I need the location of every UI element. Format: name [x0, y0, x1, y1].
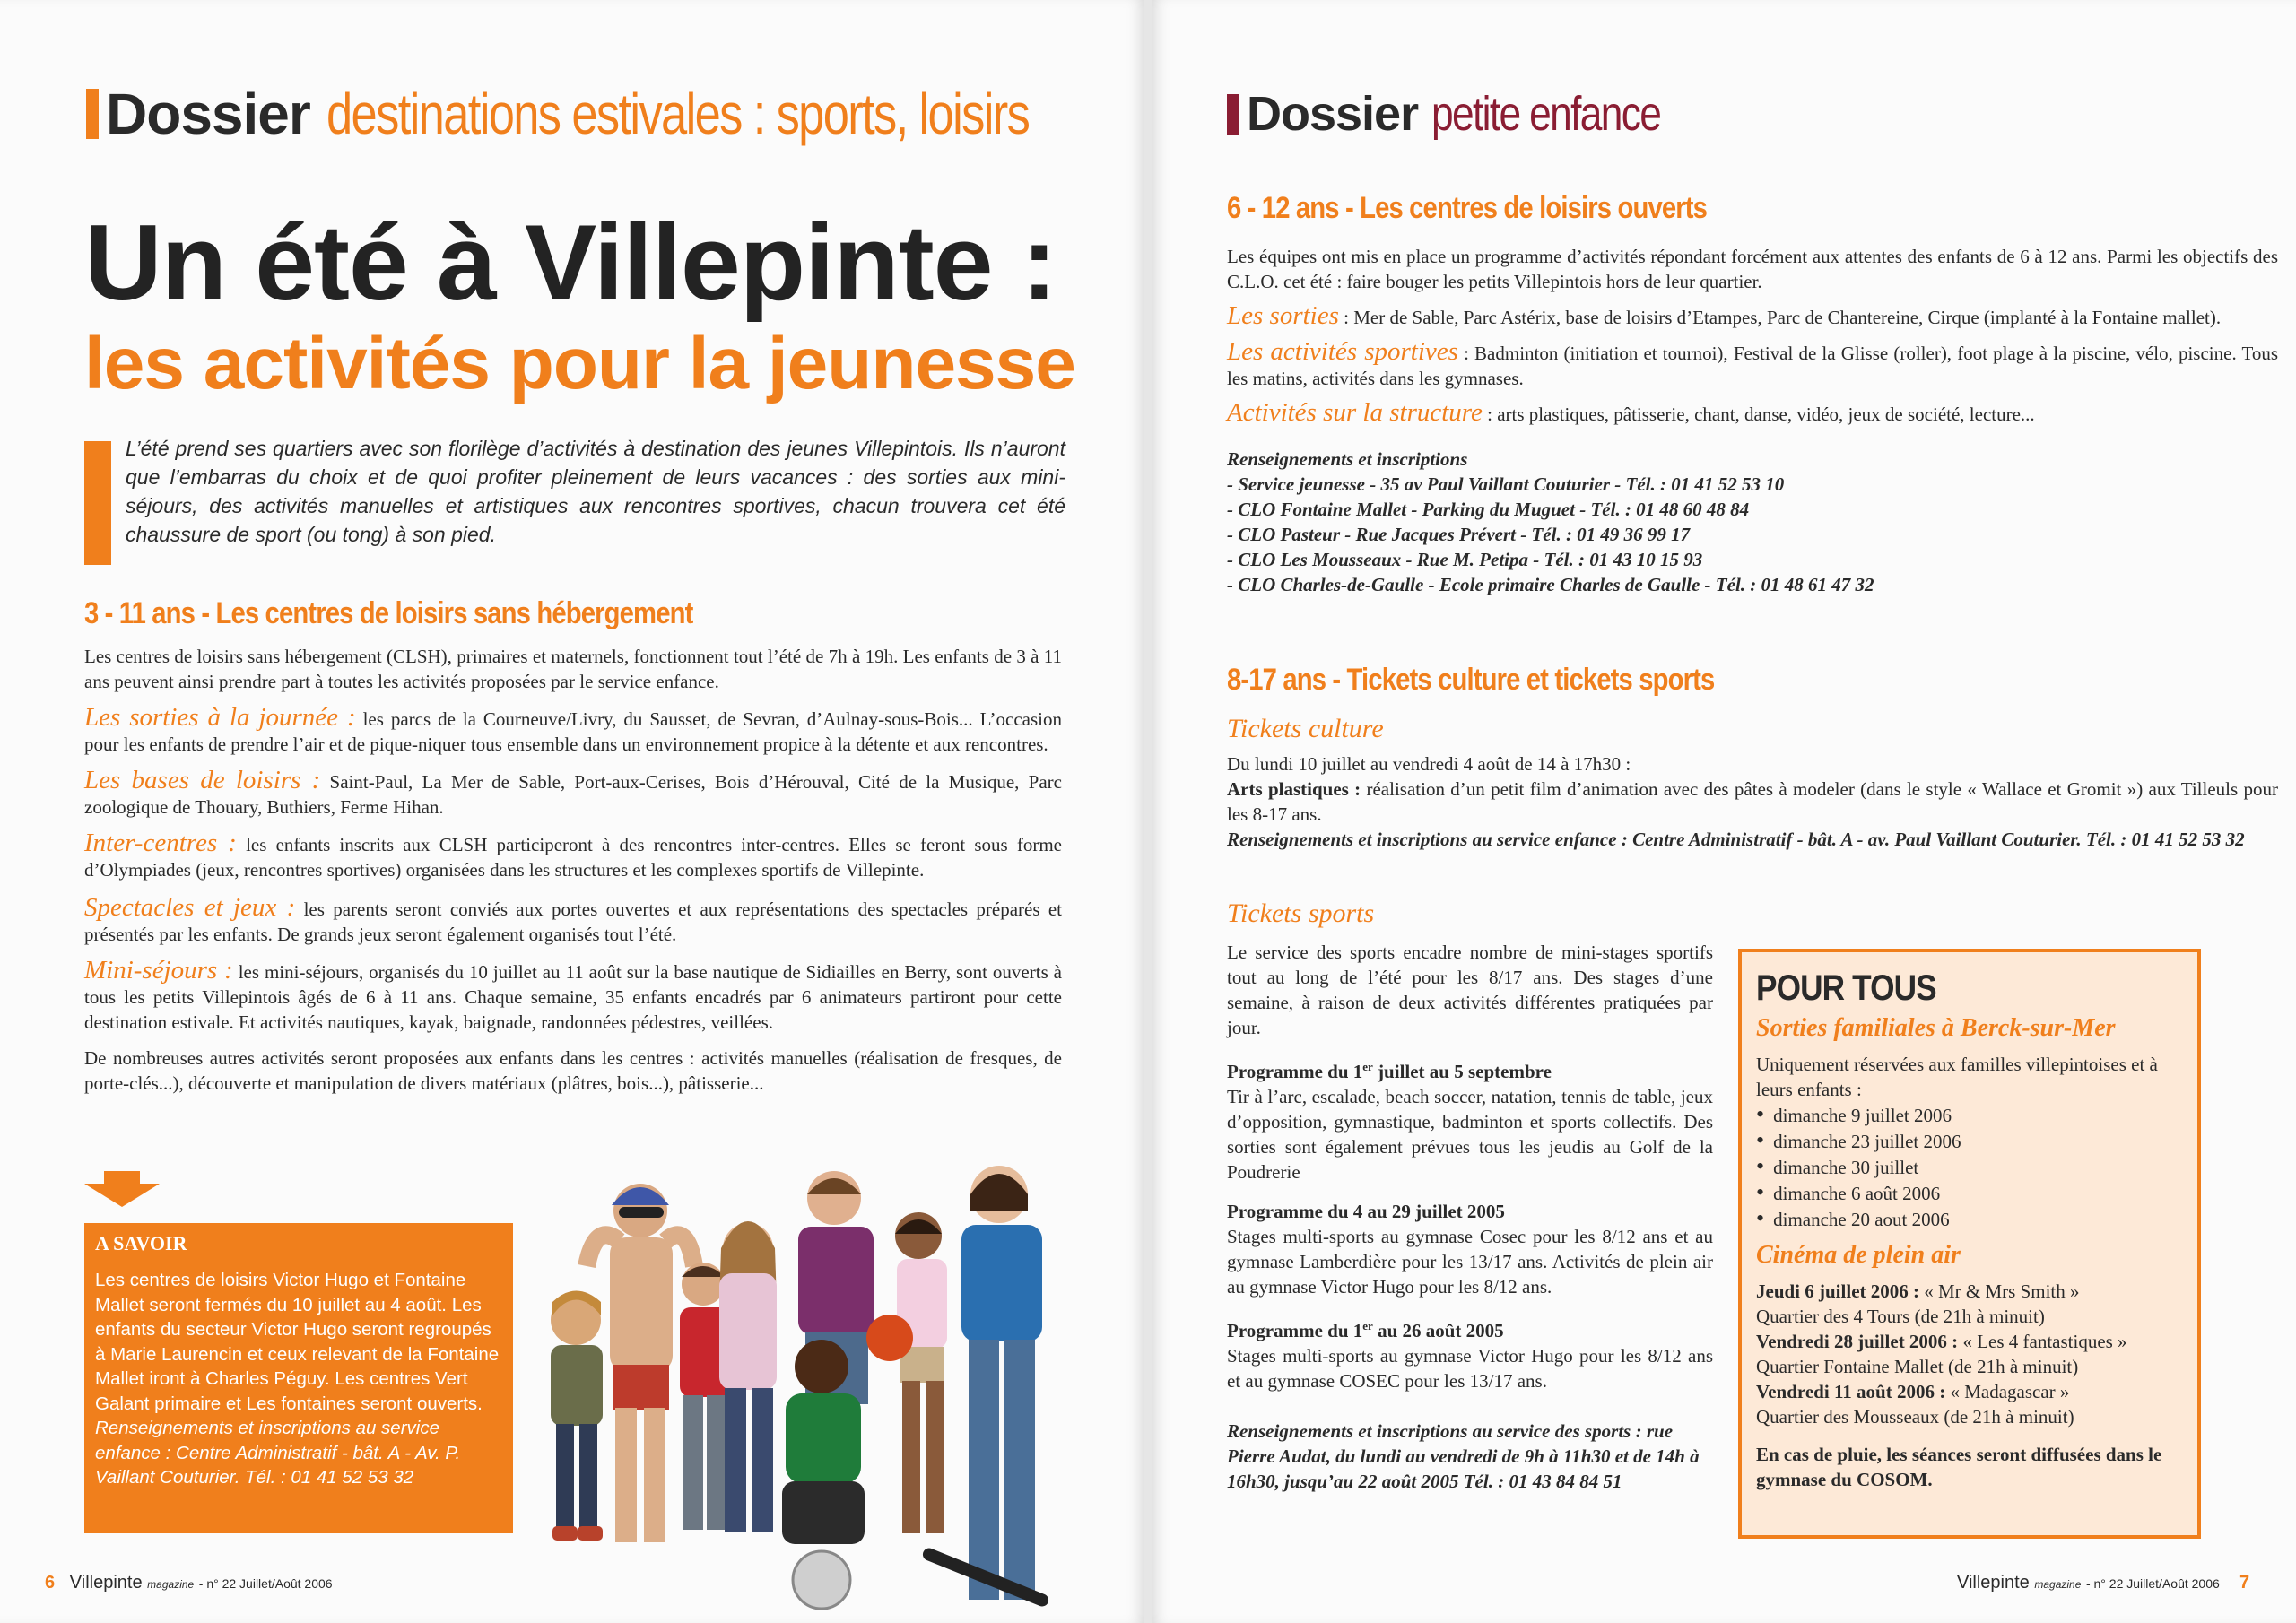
- right-section-header: [1227, 82, 1710, 145]
- prog1-title-a: Programme du 1: [1227, 1061, 1363, 1082]
- page-number: 7: [2239, 1573, 2250, 1593]
- prog3-title-b: au 26 août 2005: [1372, 1320, 1504, 1341]
- right-page: [1152, 0, 2296, 1623]
- item-text: les parents seront conviés aux portes ouvertes et aux représentations des spectacles préparés et présentés par les enfants. De grands jeux seront également organisés tout l’été.: [84, 898, 1062, 945]
- film-place: Quartier des 4 Tours (de 21h à minuit): [1756, 1306, 2045, 1327]
- header-dossier: Dossier: [1247, 87, 1419, 141]
- clsh-paragraph: Les centres de loisirs sans hébergement (CLSH), primaires et maternels, fonctionnent tout l’été de 7h à 19h. Les enfants de 3 à 11 ans peuvent ainsi prendre part à toutes les activités proposées par le service enfance.: [84, 646, 1062, 692]
- pour-tous-box: [1738, 949, 2201, 1539]
- magazine-label: magazine: [2034, 1578, 2082, 1591]
- item-inter-centres: [84, 830, 1062, 882]
- item-lead: Les activités sportives: [1227, 337, 1458, 366]
- item-bases-loisirs: [84, 768, 1062, 820]
- prog3-title-a: Programme du 1: [1227, 1320, 1363, 1341]
- left-body: [84, 644, 1062, 1096]
- magazine-name: Villepinte: [1957, 1573, 2030, 1593]
- item-sorties-journee: [84, 705, 1062, 757]
- item-lead: Mini-séjours :: [84, 956, 233, 985]
- section-title-8-17: 8-17 ans - Tickets culture et tickets sports: [1227, 663, 1715, 697]
- left-page: [0, 0, 1144, 1623]
- child-7-girl: [866, 1212, 947, 1533]
- page-number: 6: [45, 1573, 56, 1593]
- left-section-header: [86, 82, 1183, 145]
- film-title: « Les 4 fantastiques »: [1958, 1331, 2127, 1352]
- tickets-sports: [1227, 940, 1713, 1494]
- tickets-culture-title: Tickets culture: [1227, 714, 1384, 743]
- tickets-culture: [1227, 714, 2278, 852]
- film-3: [1756, 1379, 2185, 1404]
- item-lead: Spectacles et jeux :: [84, 893, 296, 922]
- item-lead: Les sorties: [1227, 301, 1339, 330]
- item-text: Saint-Paul, La Mer de Sable, Port-aux-Cerises, Bois d’Hérouval, Cité de la Musique, Parc zoologique de Thouary, Buthiers, Ferme Hihan.: [84, 771, 1062, 818]
- sports-intro: Le service des sports encadre nombre de mini-stages sportifs tout au long de l’été pour les 8/17 ans. Des stages d’une semaine, à raison de deux activités différentes pratiquées par jour.: [1227, 942, 1713, 1038]
- contact-line: - CLO Fontaine Mallet - Parking du Muguet - Tél. : 01 48 60 48 84: [1227, 499, 1750, 520]
- prog1-text: Tir à l’arc, escalade, beach soccer, natation, tennis de table, jeux d’opposition, gymnastique, badminton et sports collectifs. Des sorties sont également prévues tous les jeudis au Golf de la Poudrerie: [1227, 1086, 1713, 1183]
- clo-paragraph: Les équipes ont mis en place un programme d’activités répondant forcément aux attentes des enfants de 6 à 12 ans. Parmi les objectifs des C.L.O. cet été : faire bouger les petits Villepintois hors de leur quartier.: [1227, 246, 2278, 292]
- prog2-text: Stages multi-sports au gymnase Cosec pour les 8/12 ans et au gymnase Lamberdière pour les 13/17 ans. Activités de plein air au gymnase Victor Hugo pour les 8/12 ans.: [1227, 1226, 1713, 1298]
- arts-text: réalisation d’un petit film d’animation avec des pâtes à modeler (dans le style « Wallace et Gromit ») aux Tilleuls pour les 8-17 ans.: [1227, 778, 2278, 825]
- magazine-label: magazine: [147, 1578, 195, 1591]
- arts-label: Arts plastiques :: [1227, 778, 1361, 800]
- item-lead: Activités sur la structure: [1227, 398, 1483, 427]
- prog3-sup: er: [1362, 1319, 1373, 1332]
- film-date: Jeudi 6 juillet 2006 :: [1756, 1280, 1919, 1302]
- item-lead: Les sorties à la journée :: [84, 703, 356, 732]
- intro-text: L’été prend ses quartiers avec son florilège d’activités à destination des jeunes Villepintois. Ils n’auront que l’embarras du choix et de quoi profiter pleinement de leurs vacances : des sorties aux mini-séjours, des activités manuelles et artistiques aux rencontres sportives, chacun trouvera cet été chaussure de sport (ou tong) à son pied.: [126, 437, 1065, 546]
- header-topic: destinations estivales : sports, loisirs: [326, 82, 1029, 146]
- section-title-3-11: 3 - 11 ans - Les centres de loisirs sans hébergement: [84, 596, 693, 630]
- prog1-title: [1227, 1055, 1713, 1084]
- culture-dates: Du lundi 10 juillet au vendredi 4 août de 14 à 17h30 :: [1227, 753, 1631, 775]
- pour-tous-title: POUR TOUS: [1756, 968, 1936, 1008]
- a-savoir-heading: A SAVOIR: [95, 1232, 187, 1254]
- berck-text: Uniquement réservées aux familles villepintoises et à leurs enfants :: [1756, 1054, 2158, 1100]
- date-item: • dimanche 6 août 2006: [1756, 1180, 2185, 1206]
- prog2-title: Programme du 4 au 29 juillet 2005: [1227, 1201, 1505, 1222]
- arrow-stem: [104, 1171, 140, 1184]
- magazine-name: Villepinte: [69, 1573, 143, 1593]
- page-gutter: [1144, 0, 1152, 1623]
- prog1-sup: er: [1362, 1060, 1373, 1073]
- item-text: : Mer de Sable, Parc Astérix, base de loisirs d’Etampes, Parc de Chantereine, Cirque (implanté à la Fontaine mallet).: [1338, 307, 2222, 328]
- clo-section: [1227, 244, 2278, 597]
- date-item: • dimanche 30 juillet: [1756, 1154, 2185, 1180]
- culture-contact: Renseignements et inscriptions au service enfance : Centre Administratif - bât. A - av. Paul Vaillant Couturier. Tél. : 01 41 52 53 32: [1227, 829, 2245, 850]
- cinema-title: Cinéma de plein air: [1756, 1241, 1961, 1269]
- film-1: [1756, 1279, 2185, 1304]
- sports-contact: Renseignements et inscriptions au service des sports : rue Pierre Audat, du lundi au vendredi de 9h à 11h30 et de 14h à 16h30, jusqu’au 22 août 2005 Tél. : 01 43 84 84 51: [1227, 1420, 1700, 1492]
- culture-arts: [1227, 777, 2278, 827]
- date-item: • dimanche 23 juillet 2006: [1756, 1128, 2185, 1154]
- clo-item-sorties: [1227, 303, 2278, 330]
- issue-info: - n° 22 Juillet/Août 2006: [198, 1576, 333, 1591]
- prog3-text: Stages multi-sports au gymnase Victor Hugo pour les 8/12 ans et au gymnase COSEC pour les 13/17 ans.: [1227, 1345, 1713, 1392]
- header-topic: petite enfance: [1431, 87, 1661, 141]
- contact-line: Renseignements et inscriptions: [1227, 448, 1468, 470]
- left-footer: [45, 1573, 333, 1593]
- date-item: • dimanche 9 juillet 2006: [1756, 1102, 2185, 1128]
- a-savoir-contact: Renseignements et inscriptions au service enfance : Centre Administratif - bât. A - Av. P. Vaillant Couturier. Tél. : 01 41 52 53 32: [95, 1418, 461, 1488]
- contact-line: - CLO Charles-de-Gaulle - Ecole primaire Charles de Gaulle - Tél. : 01 48 61 47 32: [1227, 574, 1874, 595]
- film-place: Quartier des Mousseaux (de 21h à minuit): [1756, 1406, 2074, 1428]
- item-mini-sejours: [84, 958, 1062, 1035]
- main-title: Un été à Villepinte :: [84, 203, 1057, 323]
- right-footer: [1957, 1573, 2249, 1593]
- berck-dates: [1756, 1102, 2185, 1232]
- item-text: : Badminton (initiation et tournoi), Festival de la Glisse (roller), foot plage à la piscine, vélo, piscine. Tous les matins, activités dans les gymnases.: [1227, 343, 2278, 389]
- prog3-title: [1227, 1314, 1713, 1343]
- film-2: [1756, 1329, 2185, 1354]
- header-dossier: Dossier: [106, 82, 310, 146]
- item-text: les enfants inscrits aux CLSH participeront à des rencontres inter-centres. Elles se feront sous forme d’Olympiades (jeux, rencontres sportives) organisées dans les structures et les complexes sportifs de Villepinte.: [84, 834, 1062, 881]
- date-item: • dimanche 20 aout 2006: [1756, 1206, 2185, 1232]
- child-1: [551, 1291, 603, 1541]
- item-text: : arts plastiques, pâtisserie, chant, danse, vidéo, jeux de société, lecture...: [1482, 404, 2035, 425]
- issue-info: - n° 22 Juillet/Août 2006: [2085, 1576, 2220, 1591]
- other-activities-paragraph: De nombreuses autres activités seront proposées aux enfants dans les centres : activités manuelles (réalisation de fresques, de porte-clés...), découverte et manipulation de divers matériaux (plâtres, bois...), pâtisserie...: [84, 1047, 1062, 1094]
- prog1-title-b: juillet au 5 septembre: [1372, 1061, 1552, 1082]
- film-date: Vendredi 28 juillet 2006 :: [1756, 1331, 1959, 1352]
- item-spectacles-jeux: [84, 895, 1062, 947]
- film-title: « Mr & Mrs Smith »: [1919, 1280, 2080, 1302]
- main-subtitle: les activités pour la jeunesse: [84, 323, 1075, 404]
- rain-notice: En cas de pluie, les séances seront diffusées dans le gymnase du COSOM.: [1756, 1444, 2162, 1490]
- contact-line: - CLO Les Mousseaux - Rue M. Petipa - Tél. : 01 43 10 15 93: [1227, 549, 1703, 570]
- clo-item-sportives: [1227, 339, 2278, 391]
- children-photo: [533, 1159, 1071, 1623]
- intro-bar: [84, 441, 111, 565]
- item-text: les parcs de la Courneuve/Livry, du Sausset, de Sevran, d’Aulnay-sous-Bois... L’occasion pour les enfants de prendre l’air et de pique-niquer tous ensemble dans un environnement propice à la détente et aux rencontres.: [84, 708, 1062, 755]
- arrow-down-icon: [84, 1184, 160, 1207]
- clo-item-structure: [1227, 400, 2278, 427]
- a-savoir-text: Les centres de loisirs Victor Hugo et Fontaine Mallet seront fermés du 10 juillet au 4 août. Les enfants du secteur Victor Hugo seront regroupés à Marie Laurencin et ceux relevant de la Fontaine Mallet iront à Charles Péguy. Les centres Vert Galant primaire et Les fontaines seront ouverts.: [95, 1270, 500, 1414]
- film-title: « Madagascar »: [1945, 1381, 2070, 1402]
- film-date: Vendredi 11 août 2006 :: [1756, 1381, 1946, 1402]
- berck-title: Sorties familiales à Berck-sur-Mer: [1756, 1014, 2116, 1042]
- contact-line: - CLO Pasteur - Rue Jacques Prévert - Tél. : 01 49 36 99 17: [1227, 524, 1691, 545]
- film-place: Quartier Fontaine Mallet (de 21h à minuit): [1756, 1356, 2079, 1377]
- item-lead: Les bases de loisirs :: [84, 766, 321, 794]
- tickets-sports-title: Tickets sports: [1227, 898, 1375, 928]
- header-bar: [86, 89, 99, 139]
- section-title-6-12: 6 - 12 ans - Les centres de loisirs ouverts: [1227, 191, 1708, 225]
- clo-contacts: [1227, 447, 2278, 597]
- child-4-girl: [719, 1221, 777, 1532]
- contact-line: - Service jeunesse - 35 av Paul Vaillant Couturier - Tél. : 01 41 52 53 10: [1227, 473, 1785, 495]
- header-bar: [1227, 94, 1239, 135]
- a-savoir-box: [84, 1223, 513, 1533]
- item-text: les mini-séjours, organisés du 10 juillet au 11 août sur la base nautique de Sidiailles en Berry, sont ouverts à tous les petits Villepintois âgés de 6 à 11 ans. Chaque semaine, 35 enfants encadrés par 6 animateurs partiront pour cette destination estivale. Et activités nautiques, kayak, baignade, randonnées pédestres, veillées.: [84, 961, 1062, 1033]
- item-lead: Inter-centres :: [84, 829, 237, 857]
